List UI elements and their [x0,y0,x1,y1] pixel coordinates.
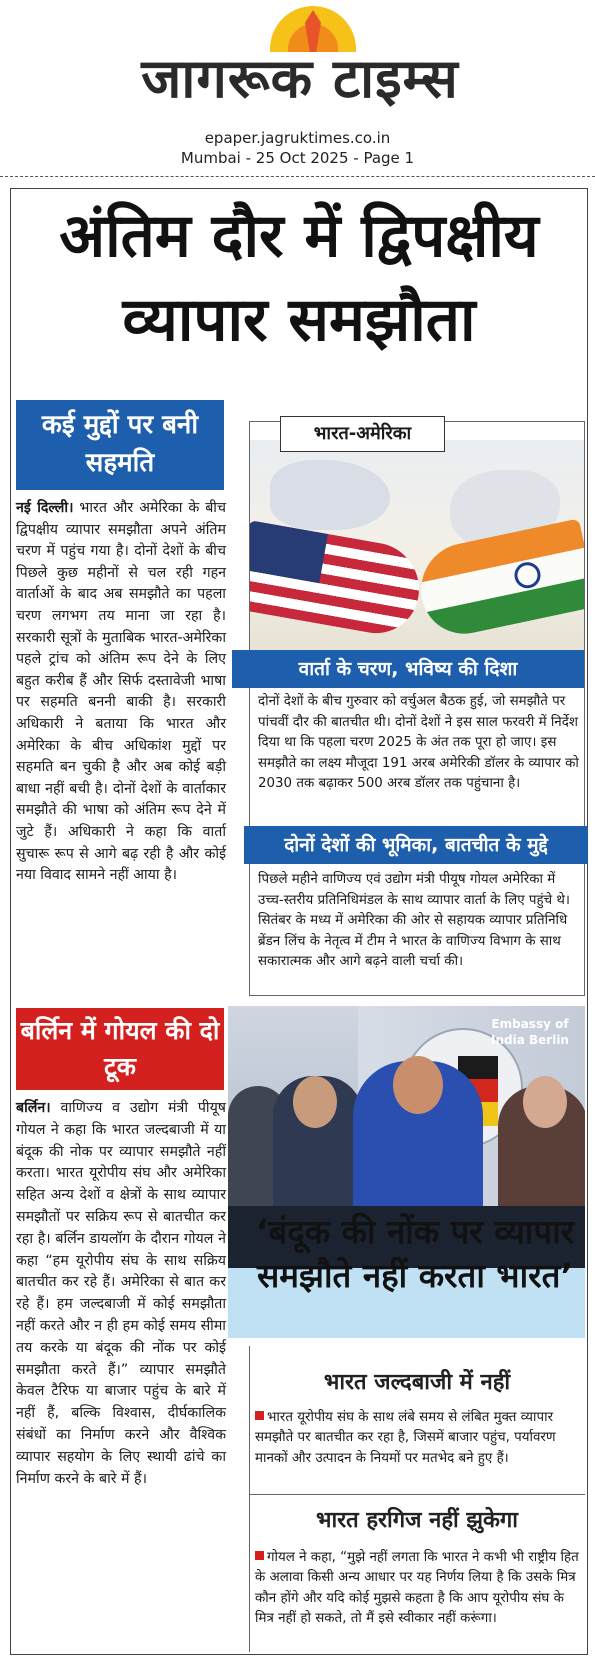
sub2-title: भारत हरगिज नहीं झुकेगा [316,1508,518,1533]
section2-title: दोनों देशों की भूमिका, बातचीत के मुद्दे [244,826,588,864]
story2-body [16,1098,226,1490]
handshake-flags-image [250,440,584,652]
sub1-body [255,1408,583,1469]
story2-place: बर्लिन। [16,1100,51,1116]
epaper-url[interactable]: epaper.jagruktimes.co.in [204,129,391,147]
feature-tag: भारत-अमेरिका [280,416,445,452]
story1-body [16,498,226,887]
embassy-sign: Embassy of India Berlin [491,1017,569,1047]
person-face [393,1056,443,1114]
india-flag-hand-icon [413,518,584,641]
story2-text: वाणिज्य व उद्योग मंत्री पीयूष गोयल ने कहा कि भारत जल्दबाजी में या बंदूक की नोक पर व्यापार समझौते नहीं करता। भारत यूरोपीय संघ और अमेरिका सहित अन्य देशों व क्षेत्रों के साथ व्यापार समझौतों पर सक्रिय रूप से बातचीत कर रहा है। बर्लिन डायलॉग के दौरान गोयल ने कहा “हम यूरोपीय संघ के साथ सक्रिय बातचीत कर रहे हैं। अमेरिका से बात कर रहे हैं। हम जल्दबाजी में कोई समझौता नहीं करते और न ही हम कोई समय सीमा तय करके या बंदूक की नोंक पर कोई समझौता करते हैं।” व्यापार समझौते केवल टैरिफ या बाजार पहुंच के बारे में नहीं हैं, बल्कि विश्वास, दीर्घकालिक संबंधों का निर्माण करने और वैश्विक व्यापार सहयोग के लिए स्थायी ढांचे का निर्माण करने के बारे में हैं। [16,1100,227,1487]
headline-line-2: व्यापार समझौता [122,285,476,355]
masthead [0,0,595,180]
person-face [523,1076,567,1128]
story1-text: भारत और अमेरिका के बीच द्विपक्षीय व्यापार समझौता अपने अंतिम चरण में पहुंच गया है। दोनों देशों के बीच पिछले कुछ महीनों से चल रही गहन वार्ताओं के बाद अब समझौते का पहला चरण लगभग तय माना जा रहा है। सरकारी सूत्रों के मुताबिक भारत-अमेरिका पहले ट्रांच को अंतिम रूप देने के लिए बहुत करीब हैं और सिर्फ दस्तावेजी भाषा पर सहमति बननी बाकी है। सरकारी अधिकारी ने बताया कि भारत और अमेरिका के बीच अधिकांश मुद्दों पर सहमति बन चुकी है और अब कोई बड़ी बाधा नहीं बची है। दोनों देशों के वार्ताकार समझौते की भाषा को अंतिम रूप देने में जुटे हैं। अधिकारी ने कहा कि वार्ता सुचारू रूप से आगे बढ़ रही है और कोई नया विवाद सामने नहीं आया है। [16,500,226,884]
sub2-text: गोयल ने कहा, “मुझे नहीं लगता कि भारत ने कभी भी राष्ट्रीय हित के अलावा किसी अन्य आधार पर यह निर्णय लिया है कि उसके मित्र कौन होंगे और यदि कोई मुझसे कहता है कि आप यूरोपीय संघ के मित्र नहीं हो सकते, तो मैं इसे स्वीकार नहीं करूंगा। [255,1550,579,1627]
pull-quote: ‘बंदूक की नोंक पर व्यापार समझौते नहीं करता भारत’ [255,1212,575,1295]
section1-title: वार्ता के चरण, भविष्य की दिशा [232,650,584,688]
sub1-title: भारत जल्दबाजी में नहीं [323,1370,511,1395]
story1-place: नई दिल्ली। [16,500,74,516]
bullet-square-icon [255,1551,264,1560]
us-flag-hand-icon [250,520,426,640]
sub1-text: भारत यूरोपीय संघ के साथ लंबे समय से लंबित मुक्त व्यापार समझौते पर बातचीत कर रहा है, जिसमें बाजार पहुंच, पर्यावरण मानकों और उत्पादन के नियमों पर मतभेद बने हुए हैं। [255,1410,556,1466]
bullet-square-icon [255,1411,264,1420]
section2-body: पिछले महीने वाणिज्य एवं उद्योग मंत्री पीयूष गोयल अमेरिका में उच्च-स्तरीय प्रतिनिधिमंडल के साथ व्यापार वार्ता के लिए पहुंचे थे। सितंबर के मध्य में अमेरिका की ओर से सहायक व्यापार प्रतिनिधि ब्रेंडन लिंच के नेतृत्व में टीम ने भारत के वाणिज्य विभाग के साथ सकारात्मक और आगे बढ़ने वाली चर्चा की। [258,872,570,970]
story1-kicker: कई मुद्दों पर बनी सहमति [16,400,224,490]
dateline: Mumbai - 25 Oct 2025 - Page 1 [180,149,415,167]
sub2-body [255,1548,583,1630]
newspaper-logo[interactable]: जागरूक टाइम्स [141,47,459,110]
main-headline [10,194,588,362]
person-face [293,1076,337,1128]
divider [0,176,595,177]
sub-divider [249,1494,585,1495]
story2-kicker: बर्लिन में गोयल की दो टूक [16,1008,224,1090]
headline-line-1: अंतिम दौर में द्विपक्षीय [59,201,539,271]
section1-body: दोनों देशों के बीच गुरुवार को वर्चुअल बैठक हुई, जो समझौते पर पांचवीं दौर की बातचीत थी। दोनों देशों ने इस साल फरवरी में निर्देश दिया था कि पहला चरण 2025 के अंत तक पूरा हो जाए। इस समझौते का लक्ष्य मौजूदा 191 अरब अमेरिकी डॉलर के व्यापार को 2030 तक बढ़ाकर 500 अरब डॉलर तक पहुंचाना है। [258,694,579,792]
